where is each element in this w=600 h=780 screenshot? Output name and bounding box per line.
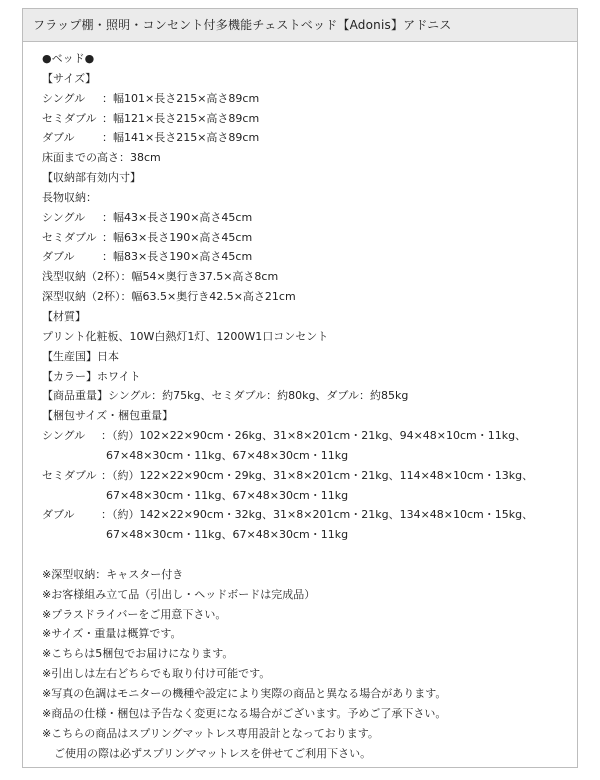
package-label: セミダブル xyxy=(42,468,97,482)
storage-label: シングル xyxy=(42,210,86,224)
size-row-double xyxy=(42,128,562,148)
size-value: ：幅121×長さ215×高さ89cm xyxy=(102,111,260,125)
page-title: フラップ棚・照明・コンセント付多機能チェストベッド【Adonis】アドニス xyxy=(22,8,578,42)
note: ※深型収納：キャスター付き xyxy=(42,567,184,581)
note: ※こちらの商品はスプリングマットレス専用設計となっております。 xyxy=(42,726,379,740)
bed-section-heading: ●ベッド● xyxy=(42,52,95,65)
size-heading: 【サイズ】 xyxy=(42,71,97,85)
package-row-semidouble xyxy=(42,466,562,486)
package-row-double-cont: 67×48×30cm・11kg、67×48×30cm・11kg xyxy=(106,528,349,542)
storage-row-double xyxy=(42,247,562,267)
note: ※こちらは5梱包でお届けになります。 xyxy=(42,647,234,661)
size-label: ダブル xyxy=(42,131,75,145)
note: ※プラスドライバーをご用意下さい。 xyxy=(42,607,227,621)
size-label: シングル xyxy=(42,91,86,105)
package-row-single xyxy=(42,426,562,446)
storage-value: ：幅43×長さ190×高さ45cm xyxy=(102,210,253,224)
package-label: シングル xyxy=(42,429,86,443)
package-value: ：（約）102×22×90cm・26kg、31×8×201cm・21kg、94×48×10cm・11kg、 xyxy=(101,429,527,443)
package-row-semidouble-cont: 67×48×30cm・11kg、67×48×30cm・11kg xyxy=(106,488,349,502)
material-value: プリント化粧板、10W白熱灯1灯、1200W1口コンセント xyxy=(42,329,329,343)
deep-storage: 深型収納（2杯）：幅63.5×奥行き42.5×高さ21cm xyxy=(42,290,296,304)
product-weight: 【商品重量】シングル：約75kg、セミダブル：約80kg、ダブル：約85kg xyxy=(42,389,409,403)
note: ※商品の仕様・梱包は予告なく変更になる場合がございます。予めご了承下さい。 xyxy=(42,706,447,720)
package-value: ：（約）142×22×90cm・32kg、31×8×201cm・21kg、134×48×10cm・15kg、 xyxy=(101,508,534,522)
size-value: ：幅101×長さ215×高さ89cm xyxy=(102,91,260,105)
storage-value: ：幅63×長さ190×高さ45cm xyxy=(102,230,253,244)
note: ※引出しは左右どちらでも取り付け可能です。 xyxy=(42,667,271,681)
floor-height: 床面までの高さ：38cm xyxy=(42,151,161,165)
spec-body xyxy=(42,49,562,763)
shallow-storage: 浅型収納（2杯）：幅54×奥行き37.5×高さ8cm xyxy=(42,270,279,284)
storage-row-semidouble xyxy=(42,228,562,248)
size-row-single xyxy=(42,89,562,109)
storage-label: セミダブル xyxy=(42,230,97,244)
note-continuation: ご使用の際は必ずスプリングマットレスを併せてご利用下さい。 xyxy=(54,746,372,760)
package-value: ：（約）122×22×90cm・29kg、31×8×201cm・21kg、114×48×10cm・13kg、 xyxy=(101,468,534,482)
origin: 【生産国】日本 xyxy=(42,349,119,363)
package-label: ダブル xyxy=(42,508,75,522)
storage-label: ダブル xyxy=(42,250,75,264)
storage-heading: 【収納部有効内寸】 xyxy=(42,171,141,185)
note: ※写真の色調はモニターの機種や設定により実際の商品と異なる場合があります。 xyxy=(42,687,447,700)
note: ※サイズ・重量は概算です。 xyxy=(42,627,182,641)
package-row-double xyxy=(42,505,562,525)
size-row-semidouble xyxy=(42,109,562,129)
package-heading: 【梱包サイズ・梱包重量】 xyxy=(42,409,174,423)
size-label: セミダブル xyxy=(42,111,97,125)
material-heading: 【材質】 xyxy=(42,309,86,323)
long-storage-label: 長物収納： xyxy=(42,190,97,204)
color: 【カラー】ホワイト xyxy=(42,369,141,383)
size-value: ：幅141×長さ215×高さ89cm xyxy=(102,131,260,145)
note: ※お客様組み立て品（引出し・ヘッドボードは完成品） xyxy=(42,587,316,601)
storage-value: ：幅83×長さ190×高さ45cm xyxy=(102,250,253,264)
spacer xyxy=(42,545,562,565)
package-row-single-cont: 67×48×30cm・11kg、67×48×30cm・11kg xyxy=(106,448,349,462)
storage-row-single xyxy=(42,208,562,228)
